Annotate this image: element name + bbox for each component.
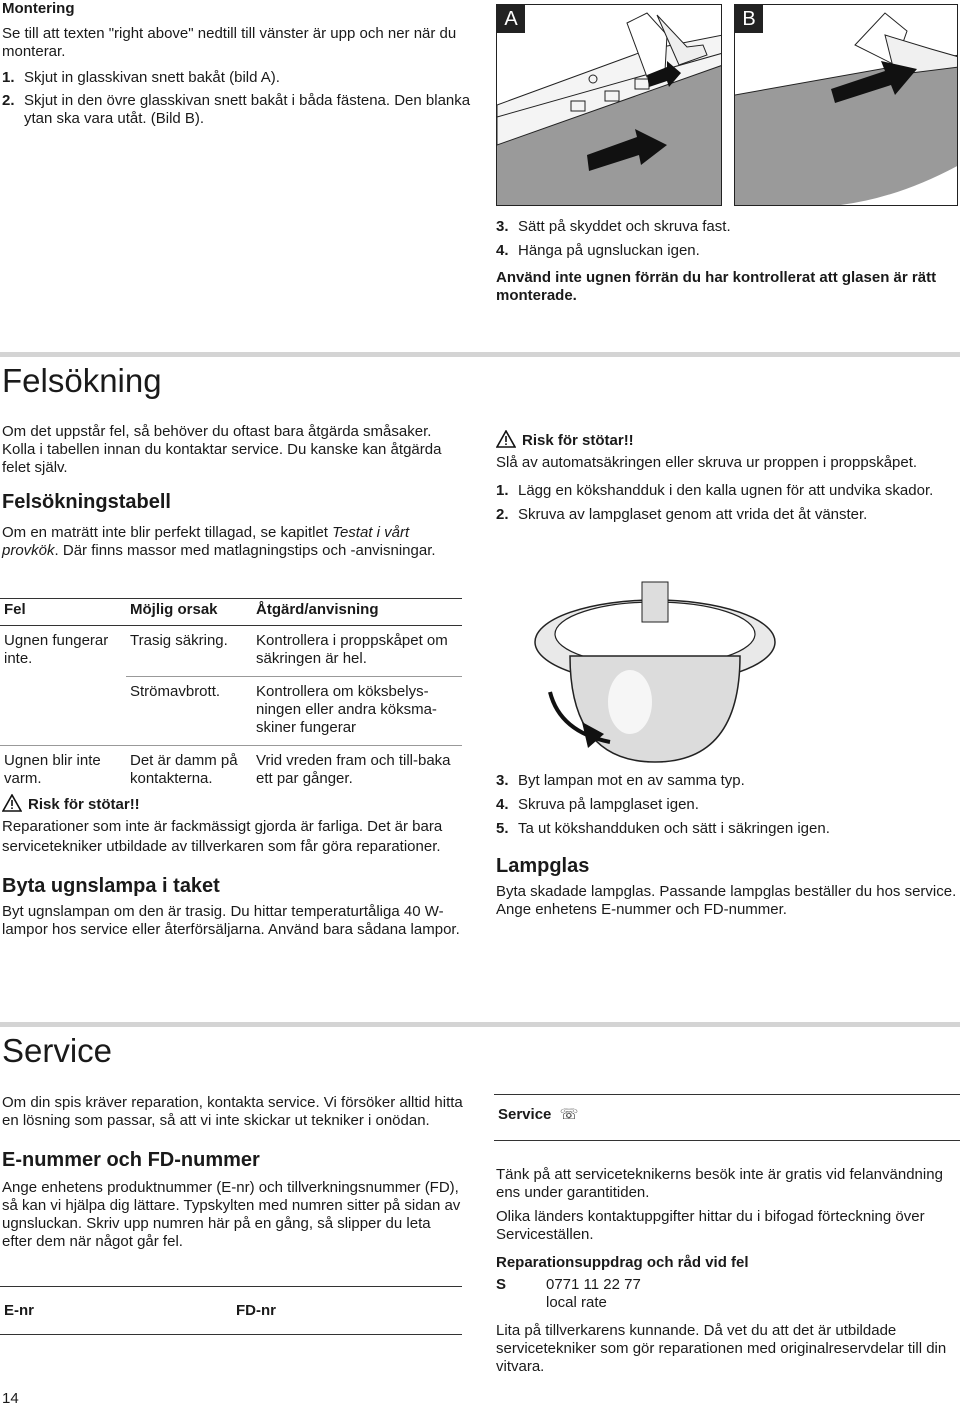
list-item: 4. Hänga på ugnsluckan igen.: [496, 242, 700, 259]
risk-text: Reparationer som inte är fackmässigt gjorda är farliga. Det är bara servicetekniker utbildade av tillverkaren som får göra reparationer.: [2, 818, 443, 855]
table-row: Ugnen fungerar inte. Trasig säkring. Kontrollera i proppskåpet om säkringen är hel.: [4, 632, 448, 667]
enr-bottom-rule: [0, 1334, 462, 1335]
figure-b-label: B: [735, 5, 763, 33]
service-box-label: Service ☏: [498, 1106, 579, 1123]
service-box-bottom-rule: [494, 1140, 960, 1141]
list-item: 1. Skjut in glasskivan snett bakåt (bild A).: [2, 69, 280, 86]
figure-a: [496, 4, 722, 206]
list-item: 3. Byt lampan mot en av samma typ.: [496, 772, 745, 789]
phone-entry: [496, 1276, 958, 1312]
list-item: 5. Ta ut kökshandduken och sätt i säkringen igen.: [496, 820, 830, 837]
telephone-icon: ☏: [559, 1106, 579, 1123]
enr-label: E-nr: [4, 1302, 34, 1319]
table-row: Strömavbrott. Kontrollera om köksbelys-ningen eller andra köksma-skiner fungerar: [0, 677, 462, 746]
country-code: S: [496, 1276, 507, 1293]
service-left: [2, 1094, 464, 1251]
montering-intro: Se till att texten "right above" nedtill till vänster är upp och ner när du monterar.: [2, 25, 457, 60]
table-row: Ugnen blir inte varm. Det är damm på kontakterna. Vrid vreden fram och till-baka ett par gånger.: [0, 746, 462, 797]
montering-steps: [2, 69, 472, 128]
section-divider: [0, 352, 960, 357]
list-item: 2. Skjut in den övre glasskivan snett bakåt i båda fästena. Den blanka ytan ska vara utåt. (Bild B).: [2, 92, 471, 127]
byta-ugnslampa-text: Byt ugnslampan om den är trasig. Du hittar temperaturtåliga 40 W-lampor hos service eller återförsäljarna. Använd bara sådana lampor.: [2, 903, 460, 938]
table-header: Möjlig orsak: [126, 599, 252, 626]
lampa-right-steps-2: [496, 772, 958, 919]
felsokning-risk: [2, 794, 462, 939]
table-header: Åtgärd/anvisning: [252, 599, 462, 626]
list-item: 1. Lägg en kökshandduk i den kalla ugnen för att undvika skador.: [496, 482, 934, 499]
service-right-p2: Olika länders kontaktuppgifter hittar du i bifogad förteckning över Serviceställen.: [496, 1208, 925, 1243]
service-intro: Om din spis kräver reparation, kontakta service. Vi försöker alltid hitta en lösning som passar, så att vi inte skickar ut tekniker i onödan.: [2, 1094, 463, 1129]
lampglas-text: Byta skadade lampglas. Passande lampglas beställer du hos service. Ange enhetens E-nummer och FD-nummer.: [496, 883, 957, 918]
figure-a-label: A: [497, 5, 525, 33]
byta-ugnslampa-title: Byta ugnslampa i taket: [2, 875, 220, 897]
risk-title: Risk för stötar!!: [2, 794, 462, 814]
section-divider: [0, 1022, 960, 1027]
figure-b-illustration: [735, 5, 958, 206]
list-item: 2. Skruva av lampglaset genom att vrida det åt vänster.: [496, 506, 868, 523]
service-right-p3: Lita på tillverkarens kunnande. Då vet du att det är utbildade servicetekniker som gör reparationen med originalreservdelar till din vitvara.: [496, 1322, 947, 1375]
list-item: 4. Skruva på lampglaset igen.: [496, 796, 699, 813]
montering-warning: Använd inte ugnen förrän du har kontrollerat att glasen är rätt monterade.: [496, 269, 937, 304]
phone-rate: local rate: [546, 1294, 607, 1311]
lampa-right: [496, 430, 958, 524]
warning-icon: [2, 794, 22, 812]
figure-a-illustration: [497, 5, 722, 206]
service-box-top-rule: [494, 1094, 960, 1095]
felsokning-intro: Om det uppstår fel, så behöver du oftast bara åtgärda småsaker. Kolla i tabellen innan du kontaktar service. Du kanske kan åtgärda felet själv.: [2, 423, 442, 476]
enr-title: E-nummer och FD-nummer: [2, 1149, 260, 1171]
figure-b: [734, 4, 958, 206]
rep-title: Reparationsuppdrag och råd vid fel: [496, 1254, 749, 1271]
service-right: [496, 1166, 958, 1376]
table-header: Fel: [0, 599, 126, 626]
lamp-illustration: [530, 572, 780, 772]
felsokningstabell-intro: Om en maträtt inte blir perfekt tillagad, se kapitlet Testat i vårt provkök. Där finns massor med matlagningstips och -anvisningar.: [2, 524, 436, 559]
phone-number: 0771 11 22 77: [546, 1276, 641, 1293]
felsokning-title: Felsökning: [2, 362, 162, 399]
fault-table: [0, 598, 462, 796]
fd-label: FD-nr: [236, 1302, 276, 1319]
list-item: 3. Sätt på skyddet och skruva fast.: [496, 218, 731, 235]
service-right-p1: Tänk på att serviceteknikerns besök inte är gratis vid felanvändning ens under garantitiden.: [496, 1166, 943, 1201]
montering-section: [2, 0, 472, 128]
page-number: 14: [2, 1390, 19, 1407]
lampglas-title: Lampglas: [496, 855, 590, 877]
enr-top-rule: [0, 1286, 462, 1287]
service-title: Service: [2, 1032, 113, 1069]
warning-icon: [496, 430, 516, 448]
risk-text: Slå av automatsäkringen eller skruva ur proppen i proppskåpet.: [496, 454, 918, 471]
montering-steps-2: [496, 218, 958, 305]
felsokningstabell-title: Felsökningstabell: [2, 491, 171, 513]
felsokning-left: [2, 423, 464, 560]
risk-title: Risk för stötar!!: [496, 430, 958, 450]
montering-title: Montering: [2, 0, 75, 17]
enr-text: Ange enhetens produktnummer (E-nr) och tillverkningsnummer (FD), så kan vi hjälpa dig lättare. Typskylten med numren sitter på sidan av ugnsluckan. Skriv upp numren här på en gång, så slipper du leta efter dem när något går fel.: [2, 1179, 461, 1250]
